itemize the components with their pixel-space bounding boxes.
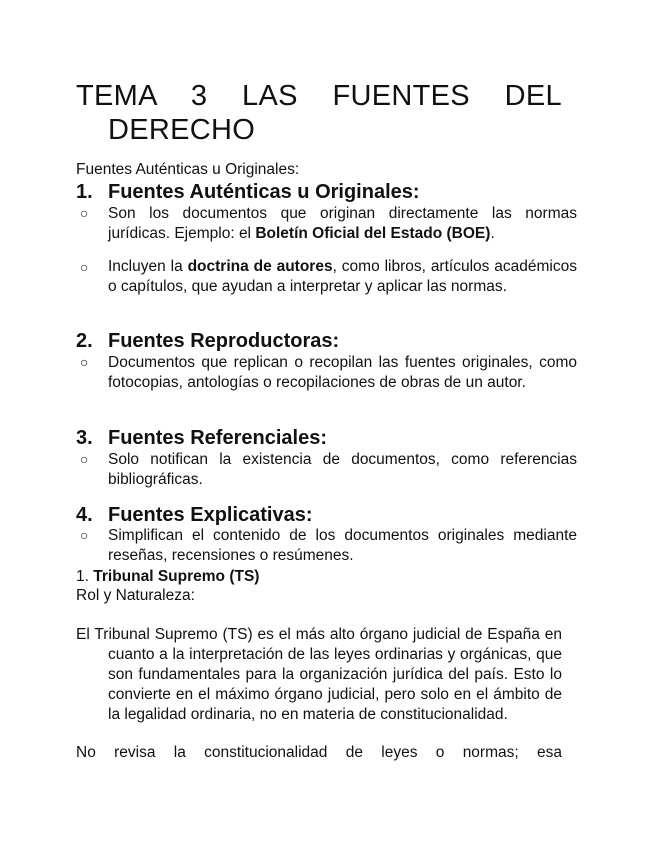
ts-last-line: No revisa la constitucionalidad de leyes o normas; esa [76, 744, 562, 761]
section-4-number: 4. [76, 504, 93, 526]
item-text: Son los documentos que originan directamente las normas jurídicas. Ejemplo: el [108, 205, 577, 242]
ts-heading: Tribunal Supremo (TS) [93, 568, 260, 585]
section-1-number: 1. [76, 181, 93, 203]
section-3-item-1: Solo notifican la existencia de documentos, como referencias bibliográficas. [108, 451, 577, 488]
page-title: TEMA 3 LAS FUENTES DEL [76, 80, 562, 112]
bullet-circle-icon: ○ [80, 451, 89, 467]
item-bold-text: Boletín Oficial del Estado (BOE) [255, 225, 491, 242]
item-bold-text: doctrina de autores [187, 258, 333, 275]
ts-heading-line [76, 567, 259, 587]
subtitle: Fuentes Auténticas u Originales: [76, 161, 300, 178]
bullet-circle-icon: ○ [80, 354, 89, 370]
ts-paragraph: El Tribunal Supremo (TS) es el más alto órgano judicial de España en cuanto a la interpretación de las leyes ordinarias y orgánicas, que son fundamentales para la organización jurídica del país. Esto lo convierte en el máximo órgano judicial, pero solo en el ámbito de la legalidad ordinaria, no en materia de constitucionalidad. [76, 626, 562, 723]
section-3-number: 3. [76, 427, 93, 449]
ts-number: 1. [76, 568, 89, 585]
section-2-item-1: Documentos que replican o recopilan las fuentes originales, como fotocopias, antologías o recopilaciones de obras de un autor. [108, 354, 577, 391]
item-text: Incluyen la [108, 258, 188, 275]
section-3-heading: Fuentes Referenciales: [108, 427, 327, 449]
section-4-item-1: Simplifican el contenido de los documentos originales mediante reseñas, recensiones o resúmenes. [108, 527, 577, 564]
section-1-item-2 [108, 257, 577, 297]
section-2-number: 2. [76, 330, 93, 352]
page-title-continuation: DERECHO [108, 114, 256, 146]
ts-label: Rol y Naturaleza: [76, 587, 195, 604]
item-text-end: , como libros, artículos académicos o capítulos, que ayudan a interpretar y aplicar las normas. [108, 258, 577, 295]
item-text-end: . [490, 225, 495, 242]
section-1-item-1 [108, 204, 577, 244]
section-4-heading: Fuentes Explicativas: [108, 504, 313, 526]
bullet-circle-icon: ○ [80, 527, 89, 543]
section-1-heading: Fuentes Auténticas u Originales: [108, 181, 420, 203]
section-2-heading: Fuentes Reproductoras: [108, 330, 340, 352]
bullet-circle-icon: ○ [80, 259, 89, 275]
bullet-circle-icon: ○ [80, 205, 89, 221]
